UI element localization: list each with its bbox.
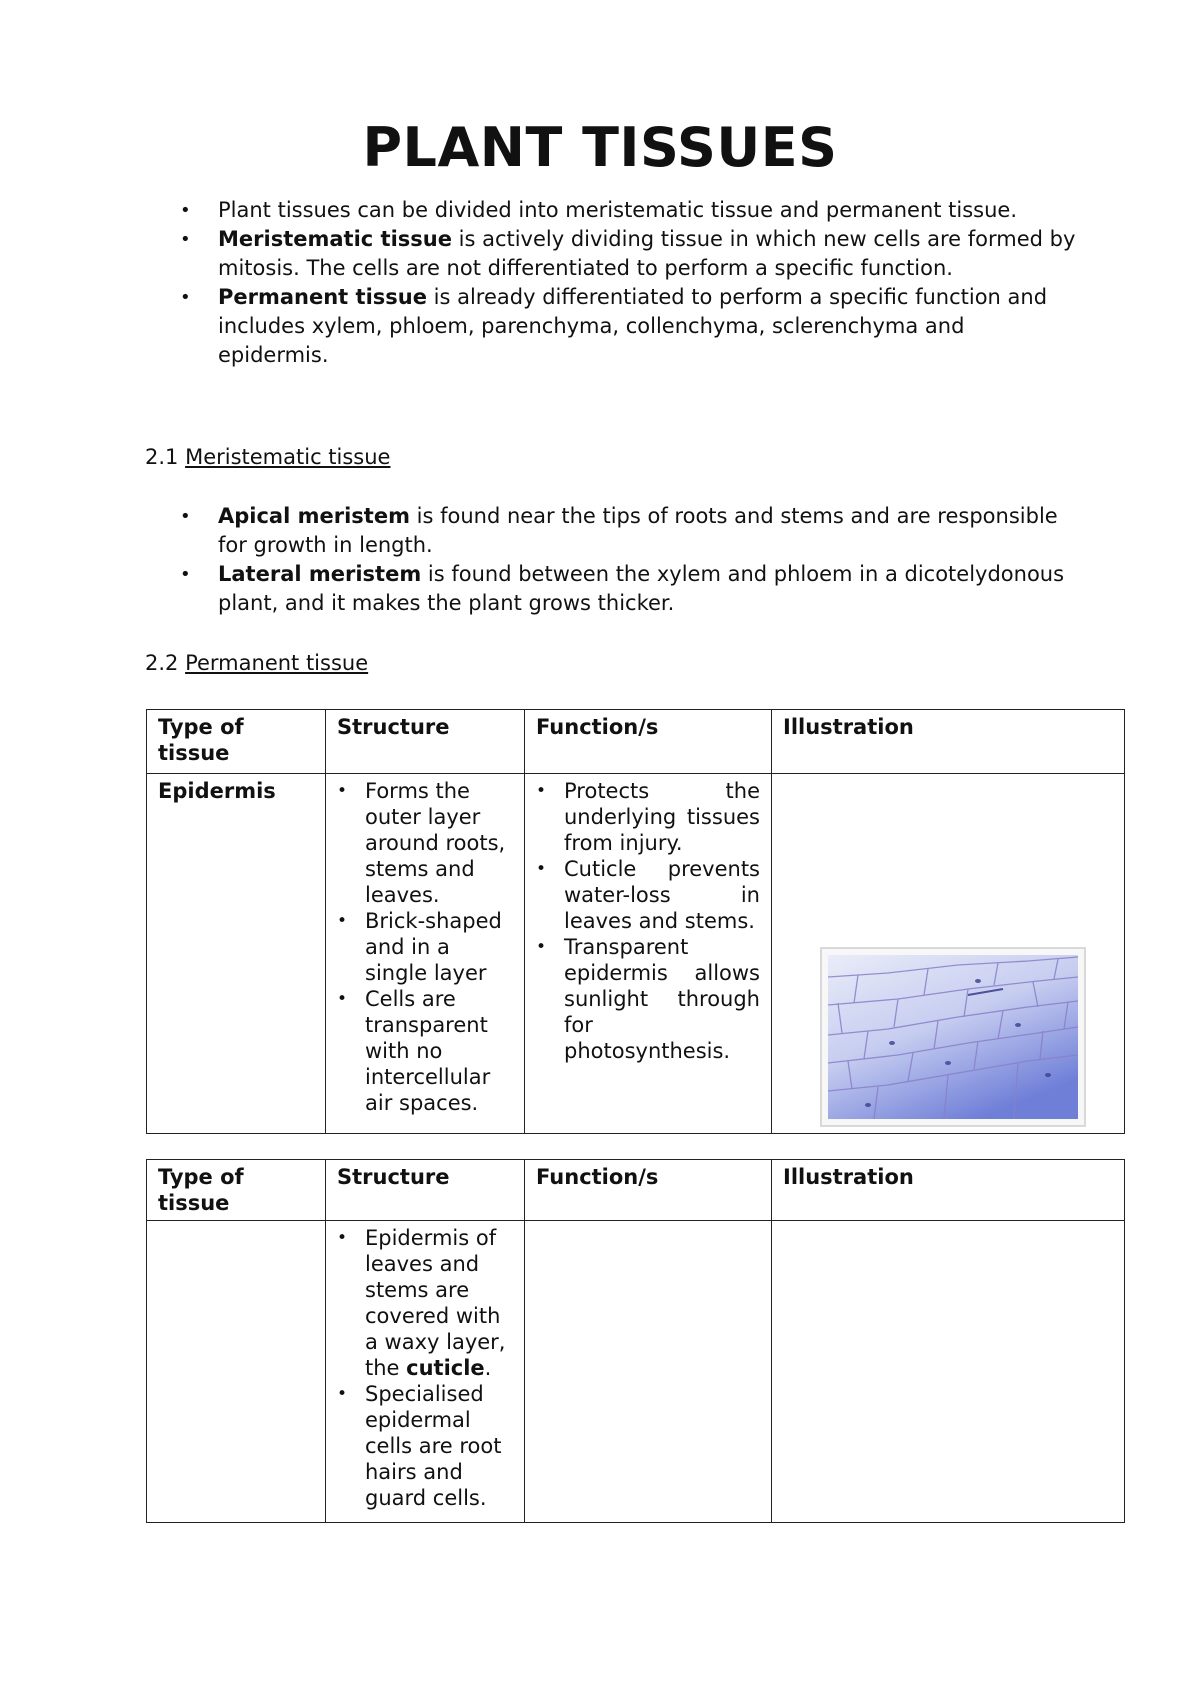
header-structure: Structure bbox=[326, 710, 525, 774]
illustration-cell bbox=[772, 1221, 1125, 1523]
section-heading-meristematic: 2.1 Meristematic tissue bbox=[145, 445, 391, 469]
tissue-name: Epidermis bbox=[147, 774, 326, 1134]
tissue-name bbox=[147, 1221, 326, 1523]
structure-item: • Cells are transparent with no intercellular air spaces. bbox=[337, 986, 513, 1116]
table-row bbox=[147, 1221, 1125, 1523]
header-type: Type of tissue bbox=[147, 710, 326, 774]
structure-item: • Specialised epidermal cells are root hairs and guard cells. bbox=[337, 1381, 513, 1511]
header-function: Function/s bbox=[525, 710, 772, 774]
function-cell bbox=[525, 774, 772, 1134]
meristem-list bbox=[180, 502, 1080, 618]
intro-bullet: • Plant tissues can be divided into meristematic tissue and permanent tissue. bbox=[180, 196, 1080, 225]
structure-item: • Forms the outer layer around roots, stems and leaves. bbox=[337, 778, 513, 908]
header-illustration: Illustration bbox=[772, 710, 1125, 774]
header-type: Type of tissue bbox=[147, 1160, 326, 1221]
function-item: • Protects the underlying tissues from injury. bbox=[536, 778, 760, 856]
function-item: • Transparent epidermis allows sunlight through for photosynthesis. bbox=[536, 934, 760, 1064]
table-header-row bbox=[147, 710, 1125, 774]
meristem-bullet: • Apical meristem is found near the tips of roots and stems and are responsible for growth in length. bbox=[180, 502, 1080, 560]
epidermis-cells-image bbox=[828, 955, 1078, 1119]
header-illustration: Illustration bbox=[772, 1160, 1125, 1221]
intro-bullet: • Permanent tissue is already differentiated to perform a specific function and includes xylem, phloem, parenchyma, collenchyma, sclerenchyma and epidermis. bbox=[180, 283, 1080, 370]
structure-cell bbox=[326, 1221, 525, 1523]
epidermis-micrograph bbox=[820, 947, 1086, 1127]
structure-cell bbox=[326, 774, 525, 1134]
function-item: • Cuticle prevents water-loss in leaves and stems. bbox=[536, 856, 760, 934]
intro-list bbox=[180, 196, 1080, 370]
section-heading-permanent: 2.2 Permanent tissue bbox=[145, 651, 369, 675]
intro-bullet: • Meristematic tissue is actively dividing tissue in which new cells are formed by mitosis. The cells are not differentiated to perform a specific function. bbox=[180, 225, 1080, 283]
structure-item: • Epidermis of leaves and stems are covered with a waxy layer, the cuticle. bbox=[337, 1225, 513, 1381]
function-cell bbox=[525, 1221, 772, 1523]
page-title: PLANT TISSUES bbox=[362, 116, 838, 179]
tissue-table-continued bbox=[146, 1159, 1125, 1523]
header-function: Function/s bbox=[525, 1160, 772, 1221]
structure-item: • Brick-shaped and in a single layer bbox=[337, 908, 513, 986]
table-header-row bbox=[147, 1160, 1125, 1221]
meristem-bullet: • Lateral meristem is found between the xylem and phloem in a dicotelydonous plant, and it makes the plant grows thicker. bbox=[180, 560, 1080, 618]
header-structure: Structure bbox=[326, 1160, 525, 1221]
